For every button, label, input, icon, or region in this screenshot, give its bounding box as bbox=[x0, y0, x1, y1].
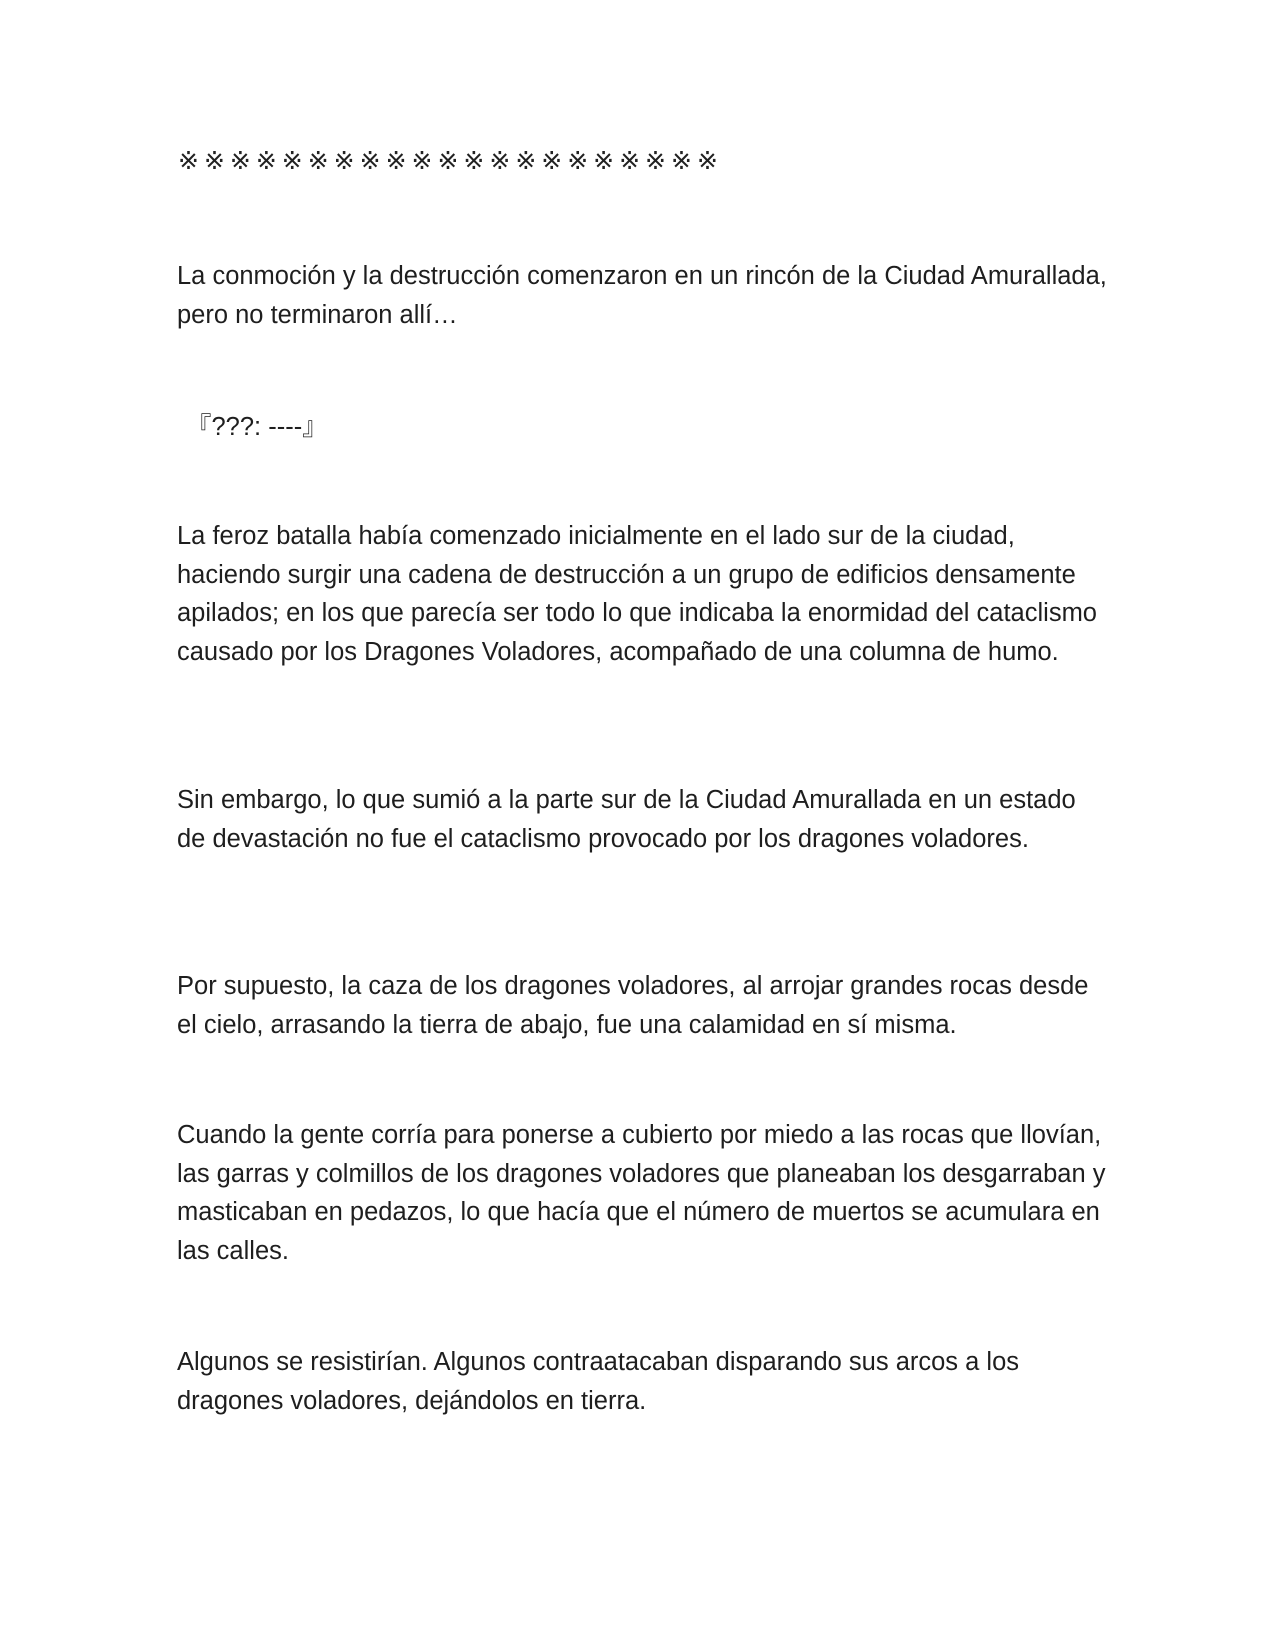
paragraph-3: Sin embargo, lo que sumió a la parte sur de la Ciudad Amurallada en un estado de devastación no fue el cataclismo provocado por los dragones voladores. bbox=[177, 786, 1076, 853]
paragraph-1: La conmoción y la destrucción comenzaron en un rincón de la Ciudad Amurallada, pero no terminaron allí… bbox=[177, 262, 1107, 329]
dialogue-line: 『???: ----』 bbox=[186, 413, 328, 441]
paragraph-4: Por supuesto, la caza de los dragones voladores, al arrojar grandes rocas desde el cielo, arrasando la tierra de abajo, fue una calamidad en sí misma. bbox=[177, 972, 1089, 1039]
paragraph-5: Cuando la gente corría para ponerse a cubierto por miedo a las rocas que llovían, las garras y colmillos de los dragones voladores que planeaban los desgarraban y masticaban en pedazos, lo que hacía que el número de muertos se acumulara en las calles. bbox=[177, 1121, 1106, 1265]
paragraph-2: La feroz batalla había comenzado inicialmente en el lado sur de la ciudad, haciendo surgir una cadena de destrucción a un grupo de edificios densamente apilados; en los que parecía ser todo lo que indicaba la enormidad del cataclismo causado por los Dragones Voladores, acompañado de una columna de humo. bbox=[177, 522, 1097, 666]
paragraph-6: Algunos se resistirían. Algunos contraatacaban disparando sus arcos a los dragones voladores, dejándolos en tierra. bbox=[177, 1348, 1019, 1415]
section-separator: ※※※※※※※※※※※※※※※※※※※※※ bbox=[178, 146, 723, 175]
